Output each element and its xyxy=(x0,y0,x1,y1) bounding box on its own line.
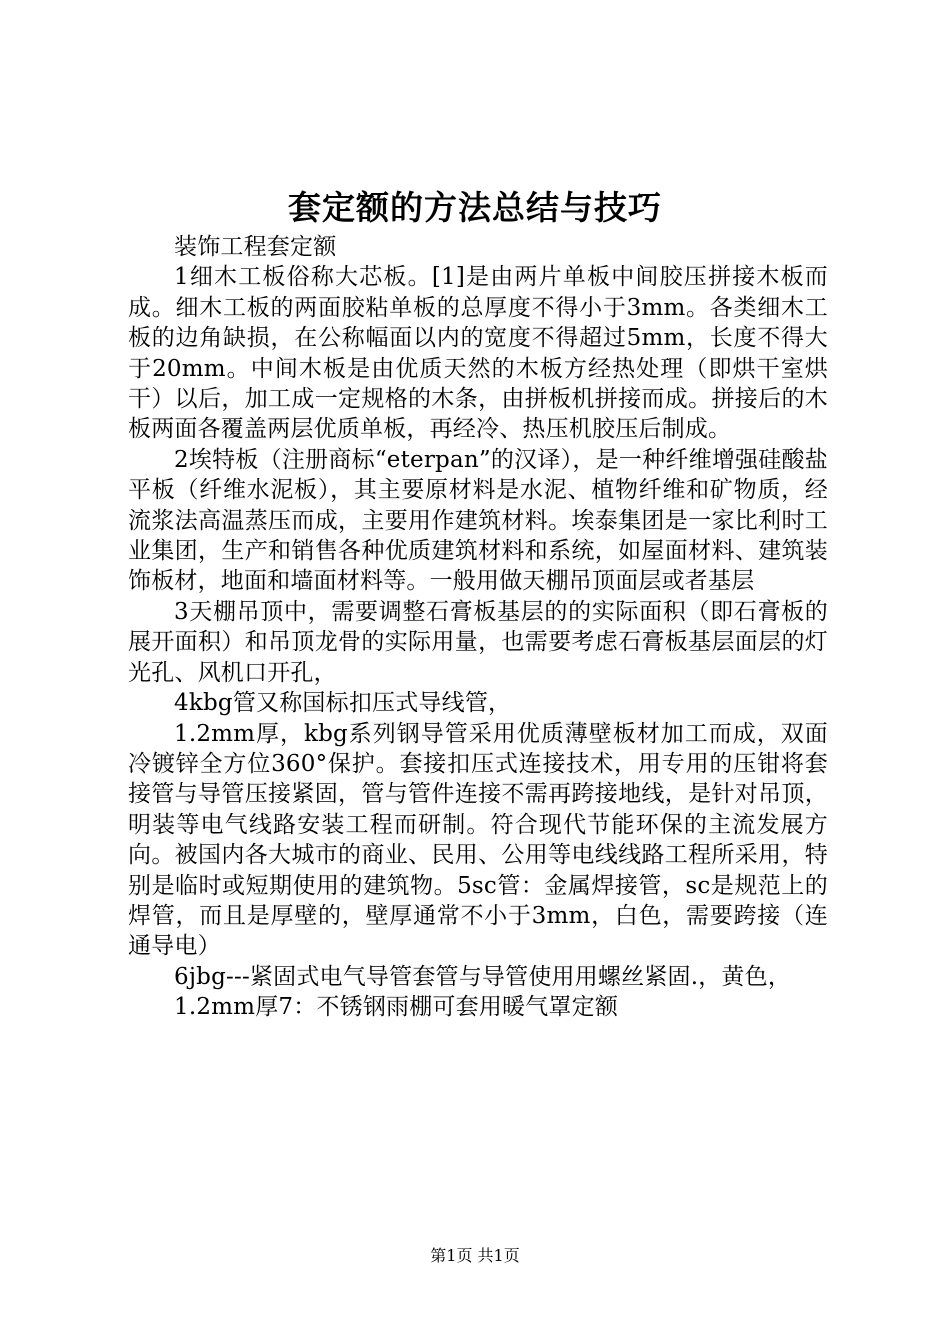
paragraph-1: 1细木工板俗称大芯板。[1]是由两片单板中间胶压拼接木板而成。细木工板的两面胶粘单板的总厚度不得小于3mm。各类细木工板的边角缺损，在公称幅面以内的宽度不得超过5mm，长度不得大于20mm。中间木板是由优质天然的木板方经热处理（即烘干室烘干）以后，加工成一定规格的木条，由拼板机拼接而成。拼接后的木板两面各覆盖两层优质单板，再经冷、热压机胶压后制成。 xyxy=(128,264,828,443)
paragraph-3: 3天棚吊顶中，需要调整石膏板基层的的实际面积（即石膏板的展开面积）和吊顶龙骨的实际用量，也需要考虑石膏板基层面层的灯光孔、风机口开孔， xyxy=(128,598,828,686)
paragraph-4: 4kbg管又称国标扣压式导线管， xyxy=(174,690,512,717)
page-footer: 第1页 共1页 xyxy=(430,1246,520,1265)
document-title: 套定额的方法总结与技巧 xyxy=(288,188,662,227)
paragraph-7: 1.2mm厚7：不锈钢雨棚可套用暖气罩定额 xyxy=(174,994,619,1021)
paragraph-5: 1.2mm厚，kbg系列钢导管采用优质薄壁板材加工而成，双面冷镀锌全方位360°保护。套接扣压式连接技术，用专用的压钳将套接管与导管压接紧固，管与管件连接不需再跨接地线，是针对吊顶，明装等电气线路安装工程而研制。符合现代节能环保的主流发展方向。被国内各大城市的商业、民用、公用等电线线路工程所采用，特别是临时或短期使用的建筑物。5sc管：金属焊接管，sc是规范上的焊管，而且是厚壁的，壁厚通常不小于3mm，白色，需要跨接（连通导电） xyxy=(128,720,828,960)
paragraph-6: 6jbg---紧固式电气导管套管与导管使用用螺丝紧固.，黄色， xyxy=(174,963,792,990)
paragraph-heading: 装饰工程套定额 xyxy=(174,234,337,260)
paragraph-2: 2埃特板（注册商标“eterpan”的汉译），是一种纤维增强硅酸盐平板（纤维水泥板），其主要原材料是水泥、植物纤维和矿物质，经流浆法高温蒸压而成，主要用作建筑材料。埃泰集团是一家比利时工业集团，生产和销售各种优质建筑材料和系统，如屋面材料、建筑装饰板材，地面和墙面材料等。一般用做天棚吊顶面层或者基层 xyxy=(128,446,828,595)
document-body xyxy=(128,232,828,1023)
